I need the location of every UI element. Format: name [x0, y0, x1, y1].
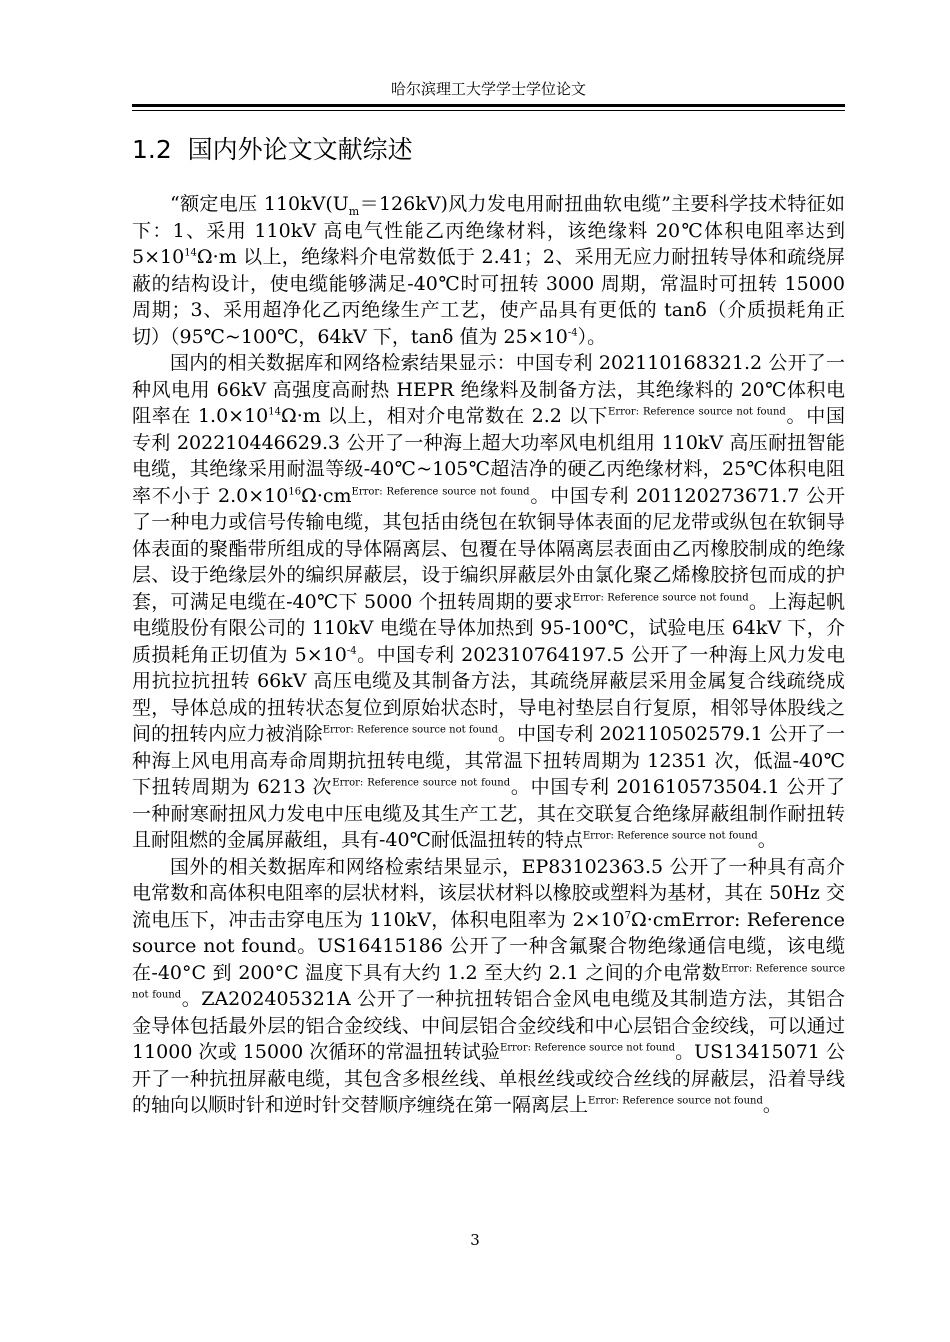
section-number: 1.2 — [132, 135, 172, 164]
p1-superscript-1: 14 — [184, 247, 197, 259]
p2-text-i: 。中国专利 201610573504.1 公开了一种耐寒耐扭风力发电中压电缆及其生产工艺，其在交联复合绝缘屏蔽组制作耐扭转且耐阻燃的金属屏蔽组，具有-40℃耐低温扭转的特点 — [132, 776, 846, 851]
p3-text-d: 。ZA202405321A 公开了一种抗扭转铝合金风电电缆及其制造方法，其铝合金导体包括最外层的铝合金绞线、中间层铝合金绞线和中心层铝合金绞线，可以通过 11000 次或 15000 次循环的常温扭转试验 — [132, 988, 845, 1063]
section-heading — [132, 132, 413, 168]
reference-error: Error: Reference source not found — [588, 1095, 763, 1107]
p2-text-f: 。上海起帆电缆股份有限公司的 110kV 电缆在导体加热到 95-100℃，试验电压 64kV 下，介质损耗角正切值为 5×10 — [132, 590, 845, 666]
p2-superscript-1: 14 — [268, 406, 281, 418]
page-number: 3 — [470, 1231, 480, 1249]
p2-text-j: 。 — [757, 829, 777, 851]
reference-error: Error: Reference source not found — [351, 486, 530, 498]
paragraph-2 — [132, 350, 845, 854]
reference-error: Error: Reference source not found — [608, 406, 786, 418]
p2-superscript-3: -4 — [346, 645, 357, 657]
p2-text-h: 。中国专利 202110502579.1 公开了一种海上风电用高寿命周期抗扭转电缆，其常温下扭转周期为 12351 次，低温-40℃下扭转周期为 6213 次 — [132, 723, 845, 798]
paragraph-1 — [132, 191, 845, 350]
p1-text-b: ＝126kV)风力发电用耐扭曲软电缆”主要科学技术特征如下：1、采用 110kV 高电气性能乙丙绝缘材料，该绝缘料 20℃体积电阻率达到 5×10 — [132, 193, 845, 268]
body-text — [132, 191, 845, 1119]
p3-text-a: 国外的相关数据库和网络检索结果显示，EP83102363.5 公开了一种具有高介电常数和高体积电阻率的层状材料，该层状材料以橡胶或塑料为基材，其在 50Hz 交流电压下，冲击击穿电压为 110kV，体积电阻率为 2×10 — [132, 855, 845, 931]
p3-text-f: 。 — [762, 1094, 782, 1116]
p1-subscript: m — [348, 204, 360, 218]
section-title: 国内外论文文献综述 — [187, 135, 413, 164]
p2-text-g: 。中国专利 202310764197.5 公开了一种海上风力发电用抗拉抗扭转 66kV 高压电缆及其制备方法，其疏绕屏蔽层采用金属复合线疏绕成型，导体总成的扭转状态复位到原始状态时，导电衬垫层自行复原，相邻导体股线之间的扭转内应力被消除 — [132, 643, 845, 745]
header-rule-thin — [132, 110, 845, 111]
p2-text-c: 。中国专利 202210446629.3 公开了一种海上超大功率风电机组用 110kV 高压耐扭智能电缆，其绝缘采用耐温等级-40℃~105℃超洁净的硬乙丙绝缘材料，25℃体积电阻率不小于 2.0×10 — [132, 405, 845, 507]
p1-text-a: “额定电压 110kV(U — [170, 193, 349, 215]
reference-error: Error: Reference source not found — [132, 963, 845, 1001]
p3-text-c: 。US16415186 公开了一种含氟聚合物绝缘通信电缆，该电缆在-40°C 到 200°C 温度下具有大约 1.2 至大约 2.1 之间的介电常数 — [132, 935, 845, 984]
p2-text-e: 。中国专利 201120273671.7 公开了一种电力或信号传输电缆，其包括由绕包在软铜导体表面的尼龙带或纵包在软铜导体表面的聚酯带所组成的导体隔离层、包覆在导体隔离层表面由乙丙橡胶制成的绝缘层、设于绝缘层外的编织屏蔽层，设于编织屏蔽层外由氯化聚乙烯橡胶挤包而成的护套，可满足电缆在-40℃下 5000 个扭转周期的要求 — [132, 484, 845, 613]
reference-error-inline: Error: Reference source not found — [132, 908, 845, 957]
p3-superscript-1: 7 — [624, 910, 631, 922]
reference-error: Error: Reference source not found — [322, 724, 498, 736]
p2-text-d: Ω·cm — [301, 484, 352, 507]
p1-text-c: Ω·m 以上，绝缘料介电常数低于 2.41；2、采用无应力耐扭转导体和疏绕屏蔽的结构设计，使电缆能够满足-40℃时可扭转 3000 周期，常温时可扭转 15000 周期；3、采用超净化乙丙绝缘生产工艺，使产品具有更低的 tanδ（介质损耗角正切）（95℃~100℃，64kV 下，tanδ 值为 25×10 — [132, 246, 845, 348]
p1-superscript-2: -4 — [567, 327, 578, 339]
p3-text-e: 。US13415071 公开了一种抗扭屏蔽电缆，其包含多根丝线、单根丝线或绞合丝线的屏蔽层，沿着导线的轴向以顺时针和逆时针交替顺序缠绕在第一隔离层上 — [132, 1041, 845, 1116]
reference-error: Error: Reference source not found — [572, 592, 749, 604]
reference-error: Error: Reference source not found — [499, 1042, 676, 1054]
header-rule-thick — [132, 104, 845, 107]
p2-text-b: Ω·m 以上，相对介电常数在 2.2 以下 — [281, 405, 609, 427]
paragraph-3 — [132, 854, 845, 1119]
page-header: 哈尔滨理工大学学士学位论文 — [390, 80, 586, 98]
p3-text-b: Ω·cm — [631, 908, 682, 931]
reference-error: Error: Reference source not found — [332, 777, 511, 789]
p2-superscript-2: 16 — [288, 486, 302, 498]
p2-text-a: 国内的相关数据库和网络检索结果显示：中国专利 202110168321.2 公开了一种风电用 66kV 高强度高耐热 HEPR 绝缘料及制备方法，其绝缘料的 20℃体积电阻率在 1.0×10 — [132, 352, 845, 427]
reference-error: Error: Reference source not found — [582, 830, 758, 842]
p1-text-d: ）。 — [577, 325, 607, 348]
